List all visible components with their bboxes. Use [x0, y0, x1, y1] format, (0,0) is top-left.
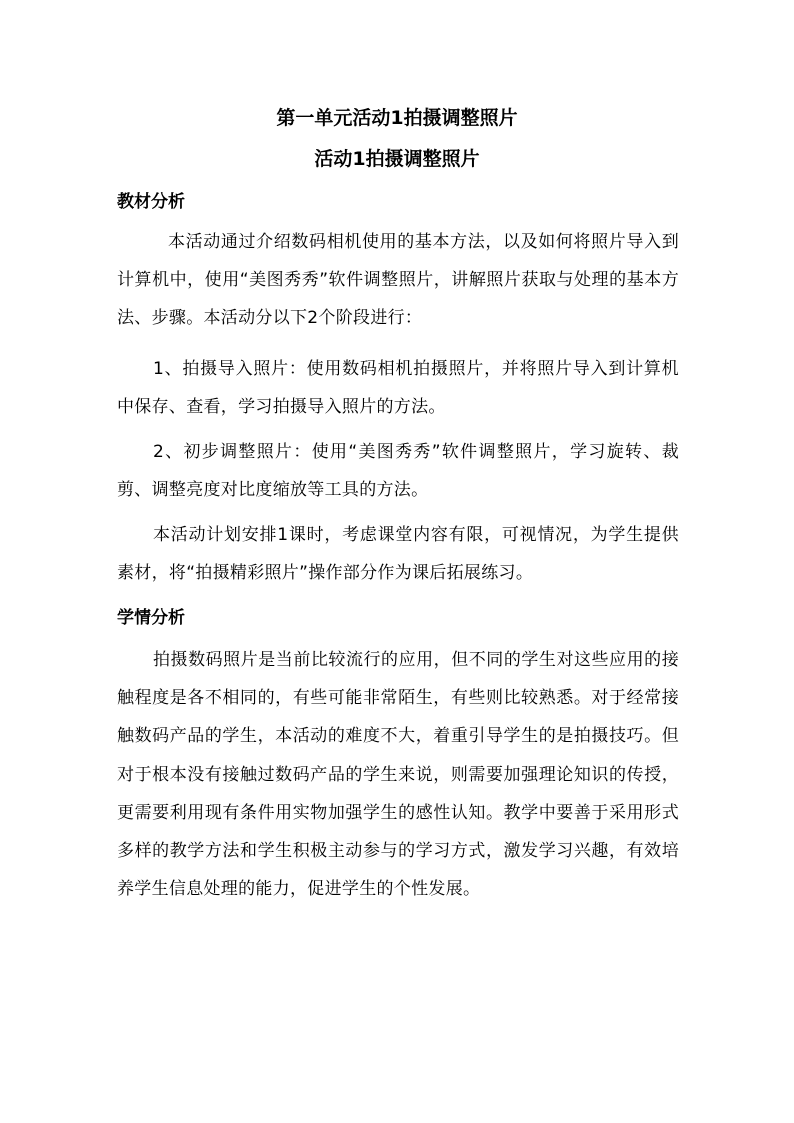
- paragraph-intro: 本活动通过介绍数码相机使用的基本方法，以及如何将照片导入到计算机中，使用“美图秀秀”软件调整照片，讲解照片获取与处理的基本方法、步骤。本活动分以下2个阶段进行：: [117, 232, 679, 329]
- paragraph-schedule: 本活动计划安排1课时，考虑课堂内容有限，可视情况，为学生提供素材，将“拍摄精彩照片”操作部分作为课后拓展练习。: [117, 525, 679, 584]
- section-heading-student-analysis: 学情分析: [117, 608, 185, 628]
- section-heading-textbook-analysis: 教材分析: [117, 192, 185, 212]
- paragraph-stage-1: 1、拍摄导入照片：使用数码相机拍摄照片，并将照片导入到计算机中保存、查看，学习拍摄导入照片的方法。: [117, 359, 679, 418]
- document-title: 第一单元活动1拍摄调整照片: [276, 107, 518, 129]
- document-subtitle: 活动1拍摄调整照片: [314, 148, 480, 170]
- paragraph-student-analysis: 拍摄数码照片是当前比较流行的应用，但不同的学生对这些应用的接触程度是各不相同的，有些可能非常陌生，有些则比较熟悉。对于经常接触数码产品的学生，本活动的难度不大，着重引导学生的是拍摄技巧。但对于根本没有接触过数码产品的学生来说，则需要加强理论知识的传授，更需要利用现有条件用实物加强学生的感性认知。教学中要善于采用形式多样的教学方法和学生积极主动参与的学习方式，激发学习兴趣，有效培养学生信息处理的能力，促进学生的个性发展。: [117, 650, 679, 900]
- paragraph-stage-2: 2、初步调整照片：使用“美图秀秀”软件调整照片，学习旋转、裁剪、调整亮度对比度缩放等工具的方法。: [117, 442, 679, 501]
